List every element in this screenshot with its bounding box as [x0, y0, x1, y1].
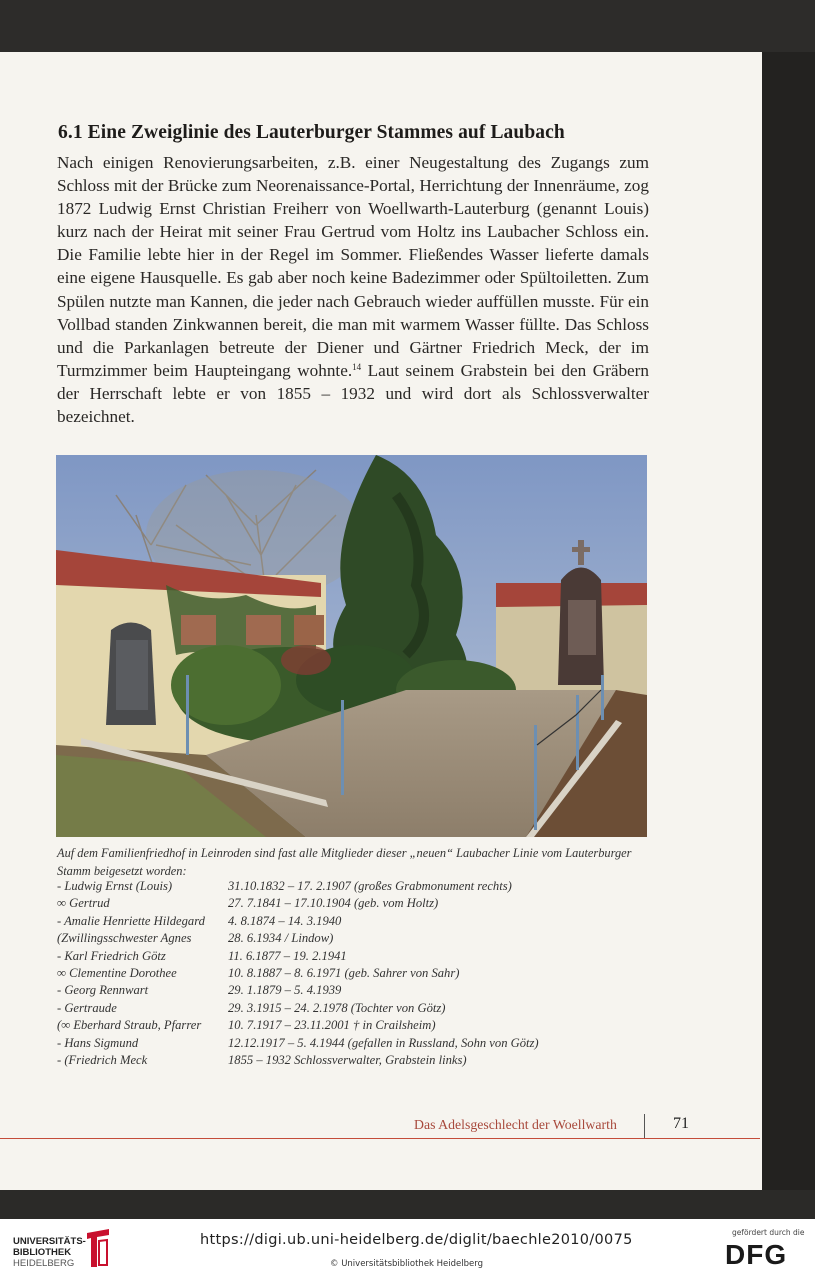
- scan-background-top: [0, 0, 815, 52]
- library-name-line2: BIBLIOTHEK: [13, 1247, 72, 1258]
- footer-rule: [0, 1138, 760, 1139]
- body-text-part2: Laut seinem Grabstein bei den Gräbern der Herrschaft lebte er von 1855 – 1932 und wird dort als Schlossverwalter bezeichnet.: [57, 360, 649, 427]
- page-number: 71: [673, 1115, 689, 1132]
- list-item: [57, 1018, 657, 1035]
- cemetery-photograph: [56, 455, 647, 837]
- entry-dates: 27. 7.1841 – 17.10.1904 (geb. vom Holtz): [228, 896, 439, 911]
- running-title: Das Adelsgeschlecht der Woellwarth: [414, 1117, 617, 1132]
- entry-name: - Georg Rennwart: [57, 983, 149, 998]
- entry-name: (∞ Eberhard Straub, Pfarrer: [57, 1018, 202, 1033]
- copyright-notice: © Universitätsbibliothek Heidelberg: [330, 1259, 484, 1269]
- entry-name: - Karl Friedrich Götz: [57, 948, 166, 963]
- permalink-url[interactable]: https://digi.ub.uni-heidelberg.de/diglit/baechle2010/0075: [200, 1232, 633, 1248]
- library-logo-icon[interactable]: [83, 1227, 113, 1269]
- scan-background-right: [762, 52, 815, 1190]
- entry-dates: 29. 3.1915 – 24. 2.1978 (Tochter von Götz): [228, 1000, 446, 1015]
- entry-dates: 11. 6.1877 – 19. 2.1941: [228, 948, 347, 963]
- library-name[interactable]: [13, 1236, 86, 1269]
- entry-name: - Ludwig Ernst (Louis): [57, 879, 173, 893]
- entry-name: - (Friedrich Meck: [57, 1052, 148, 1067]
- body-text-part1: Nach einigen Renovierungsarbeiten, z.B. einer Neugestaltung des Zugangs zum Schloss mit der Brücke zum Neorenaissance-Portal, Herrichtung der Innenräume, zog 1872 Ludwig Ernst Christian Freiherr von Woellwarth-Lauterburg (genannt Louis) kurz nach der Heirat mit seiner Frau Gertrud vom Holtz ins Laubacher Schloss ein. Die Familie lebte hier in der Regel im Sommer. Fließendes Wasser lieferte damals eine eigene Hausquelle. Es gab aber noch keine Badezimmer oder Spültoiletten. Zum Spülen nutzte man Kannen, die jeder nach Gebrauch wieder auffüllen musste. Für ein Vollbad standen Zinkwannen bereit, die man mit warmem Wasser füllte. Das Schloss und die Parkanlagen betreute der Diener und Gärtner Friedrich Meck, der im Turmzimmer beim Haupteingang wohnte.: [57, 153, 649, 380]
- section-heading: 6.1 Eine Zweiglinie des Lauterburger Stammes auf Laubach: [58, 122, 565, 143]
- entry-name: - Amalie Henriette Hildegard: [57, 913, 205, 928]
- list-item: [57, 1036, 657, 1053]
- entry-dates: 10. 8.1887 – 8. 6.1971 (geb. Sahrer von Sahr): [228, 965, 460, 980]
- list-item: [57, 1053, 657, 1070]
- entry-name: ∞ Gertrud: [57, 896, 110, 911]
- entry-dates: 4. 8.1874 – 14. 3.1940: [228, 913, 342, 928]
- funding-note: gefördert durch die: [732, 1228, 805, 1237]
- entry-dates: 10. 7.1917 – 23.11.2001 † in Crailsheim): [228, 1018, 436, 1033]
- list-item: [57, 949, 657, 966]
- footnote-reference: 14: [352, 361, 362, 372]
- body-paragraph: [57, 151, 649, 428]
- burial-list: [57, 879, 657, 1070]
- list-item: [57, 966, 657, 983]
- entry-dates: 29. 1.1879 – 5. 4.1939: [228, 983, 342, 998]
- entry-dates: 28. 6.1934 / Lindow): [228, 931, 334, 946]
- footer-divider: [644, 1114, 645, 1138]
- entry-dates: 31.10.1832 – 17. 2.1907 (großes Grabmonument rechts): [228, 879, 512, 893]
- entry-dates: 1855 – 1932 Schlossverwalter, Grabstein links): [228, 1052, 467, 1067]
- list-item: [57, 896, 657, 913]
- entry-name: ∞ Clementine Dorothee: [57, 965, 177, 980]
- library-name-line3: HEIDELBERG: [13, 1258, 75, 1269]
- viewer-footer-bar: [0, 1219, 815, 1279]
- list-item: [57, 931, 657, 948]
- list-item: [57, 879, 657, 896]
- list-item: [57, 983, 657, 1000]
- dfg-logo[interactable]: DFG: [725, 1239, 788, 1270]
- entry-name: (Zwillingsschwester Agnes: [57, 931, 192, 946]
- entry-name: - Gertraude: [57, 1000, 117, 1015]
- entry-name: - Hans Sigmund: [57, 1035, 139, 1050]
- library-name-line1: UNIVERSITÄTS-: [13, 1236, 86, 1247]
- entry-dates: 12.12.1917 – 5. 4.1944 (gefallen in Russland, Sohn von Götz): [228, 1035, 539, 1050]
- figure-caption: Auf dem Familienfriedhof in Leinroden sind fast alle Mitglieder dieser „neuen“ Laubacher Linie vom Lauterburger Stamm beigesetzt worden:: [57, 846, 632, 878]
- list-item: [57, 914, 657, 931]
- list-item: [57, 1001, 657, 1018]
